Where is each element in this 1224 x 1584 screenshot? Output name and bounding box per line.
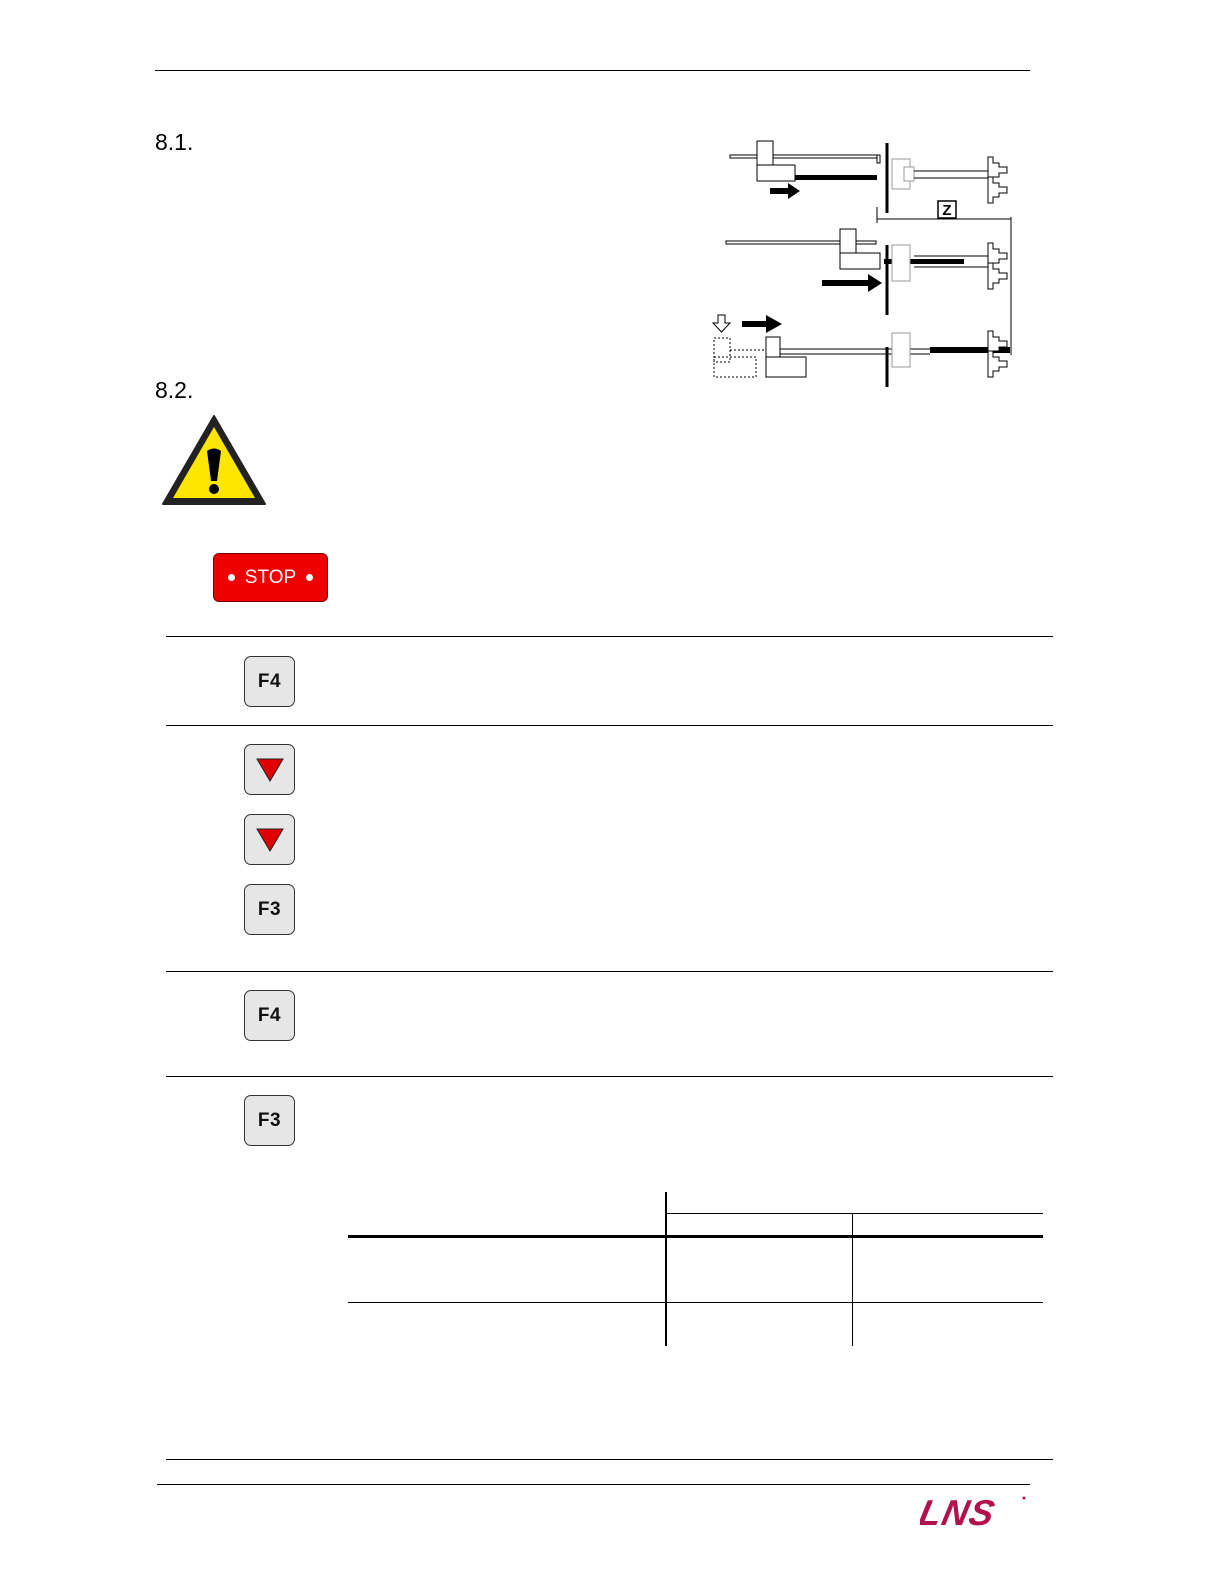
diagram-row-3: [713, 315, 1010, 377]
stop-button-label: STOP: [244, 566, 297, 588]
table-subheader-line: [667, 1213, 1043, 1214]
stop-button[interactable]: [213, 553, 328, 602]
diagram-row-1: [730, 141, 1007, 203]
stop-dot-right-icon: [306, 574, 313, 581]
arrow-down-icon: [256, 758, 284, 782]
f3-key[interactable]: F3: [244, 884, 295, 935]
table-row-line: [348, 1302, 1043, 1303]
table-vline-sub: [852, 1214, 853, 1346]
lns-logo: [920, 1493, 1030, 1529]
diagram-row-2: [726, 229, 1007, 292]
bar-feed-diagram: [700, 135, 1020, 390]
arrow-down-key[interactable]: [244, 814, 295, 865]
footer-rule-lower: [157, 1484, 1030, 1485]
header-rule: [155, 70, 1030, 71]
section-number-8-1: 8.1.: [155, 129, 194, 155]
stop-dot-left-icon: [228, 574, 235, 581]
arrow-down-icon: [256, 828, 284, 852]
z-label: Z: [942, 202, 952, 219]
arrow-down-key[interactable]: [244, 744, 295, 795]
step-divider-1: [166, 636, 1053, 637]
step-divider-4: [166, 1076, 1053, 1077]
section-number-8-2: 8.2.: [155, 377, 194, 403]
step-divider-2: [166, 725, 1053, 726]
f4-key[interactable]: F4: [244, 656, 295, 707]
table-header-line: [348, 1235, 1043, 1238]
f4-key[interactable]: F4: [244, 990, 295, 1041]
lns-logo-icon: [920, 1493, 1030, 1529]
footer-rule-upper: [166, 1459, 1053, 1460]
f3-key[interactable]: F3: [244, 1095, 295, 1146]
lns-logo-text: LNS: [920, 1493, 1000, 1529]
table-vline-main: [665, 1192, 667, 1346]
warning-icon: [160, 413, 268, 507]
step-divider-3: [166, 971, 1053, 972]
